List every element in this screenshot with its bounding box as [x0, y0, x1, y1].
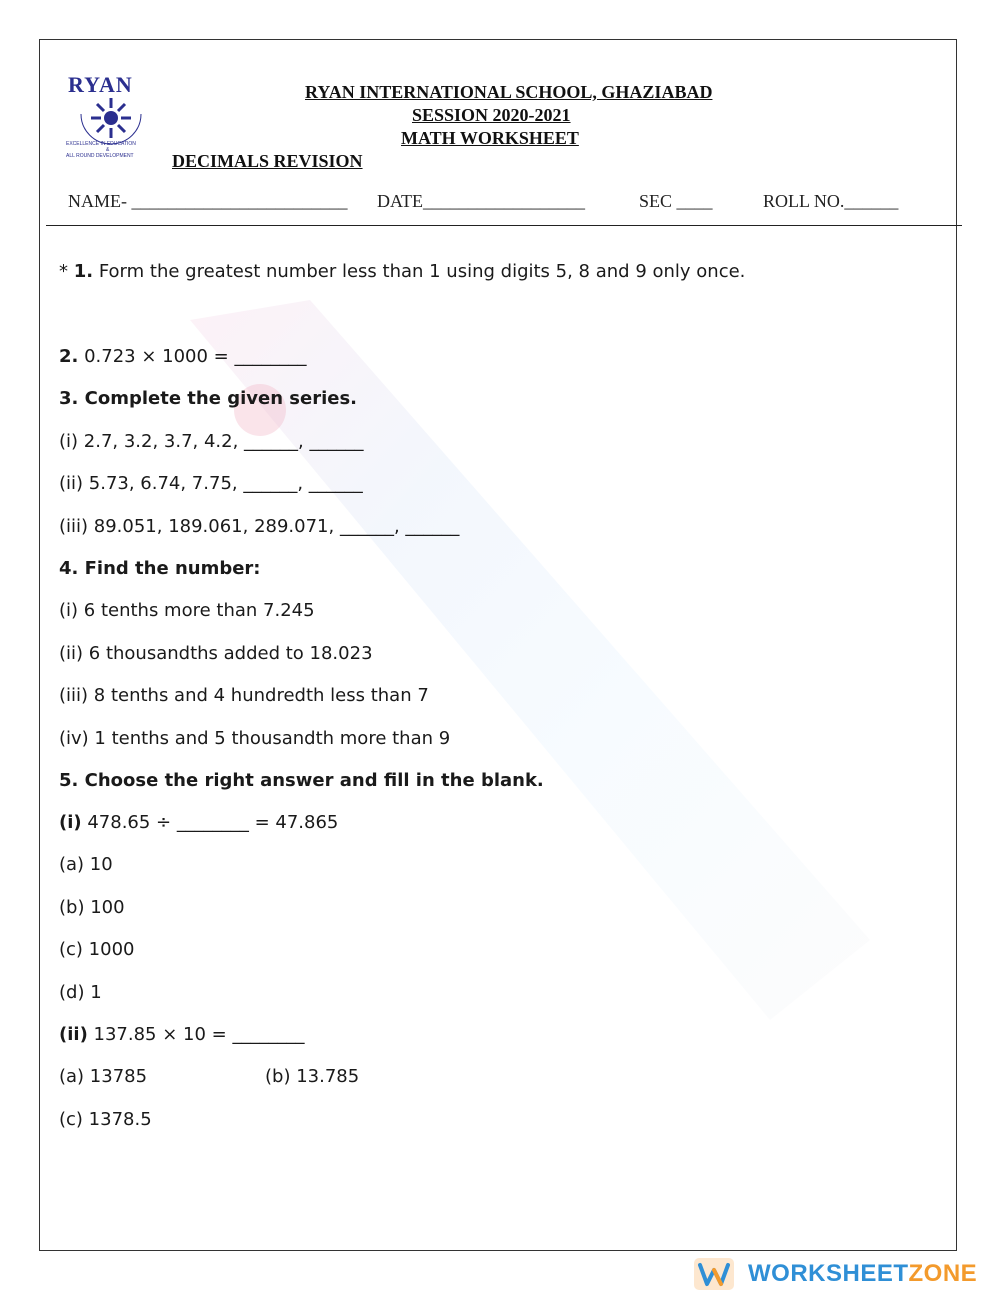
question-4-part-i: (i) 6 tenths more than 7.245 — [59, 600, 315, 621]
name-field[interactable]: NAME- ________________________ — [68, 191, 348, 211]
option-5i-c[interactable]: (c) 1000 — [59, 939, 135, 960]
question-5-part-i — [59, 812, 338, 833]
session-title: SESSION 2020-2021 — [412, 105, 571, 125]
date-field[interactable]: DATE__________________ — [377, 191, 585, 211]
question-3-part-ii: (ii) 5.73, 6.74, 7.75, ______, ______ — [59, 473, 363, 494]
worksheetzone-wordmark — [748, 1260, 977, 1288]
logo-tagline-3: ALL ROUND DEVELOPMENT — [66, 153, 134, 159]
question-3-part-i: (i) 2.7, 3.2, 3.7, 4.2, ______, ______ — [59, 431, 364, 452]
question-2 — [59, 346, 307, 367]
question-4-heading: 4. Find the number: — [59, 558, 261, 579]
question-4-part-iv: (iv) 1 tenths and 5 thousandth more than 9 — [59, 728, 451, 749]
school-logo — [64, 72, 162, 162]
option-5i-d[interactable]: (d) 1 — [59, 982, 102, 1003]
question-2-text: 0.723 × 1000 = ________ — [78, 346, 307, 367]
brand-part-2: ZONE — [908, 1260, 978, 1287]
logo-wordmark: RYAN — [68, 72, 133, 97]
question-4-part-iii: (iii) 8 tenths and 4 hundredth less than 7 — [59, 685, 429, 706]
question-5-heading: 5. Choose the right answer and fill in the blank. — [59, 770, 544, 791]
question-5-part-i-text: 478.65 ÷ ________ = 47.865 — [81, 812, 339, 833]
option-5ii-c[interactable]: (c) 1378.5 — [59, 1109, 152, 1130]
question-3-part-iii: (iii) 89.051, 189.061, 289.071, ______, ______ — [59, 516, 460, 537]
question-3-heading: 3. Complete the given series. — [59, 388, 358, 409]
school-name: RYAN INTERNATIONAL SCHOOL, GHAZIABAD — [305, 82, 713, 102]
question-5-part-ii-number: (ii) — [59, 1024, 88, 1045]
question-1-number: 1. — [73, 261, 94, 282]
question-1 — [59, 261, 745, 282]
logo-tagline-2: & — [106, 147, 110, 153]
question-5-part-ii-text: 137.85 × 10 = ________ — [87, 1024, 305, 1045]
brand-part-1: WORKSHEET — [748, 1260, 909, 1287]
option-5ii-a[interactable]: (a) 13785 — [59, 1066, 148, 1087]
worksheet-title: MATH WORKSHEET — [401, 128, 579, 148]
option-5i-b[interactable]: (b) 100 — [59, 897, 125, 918]
option-5i-a[interactable]: (a) 10 — [59, 854, 113, 875]
question-4-part-ii: (ii) 6 thousandths added to 18.023 — [59, 643, 373, 664]
question-1-text: Form the greatest number less than 1 using digits 5, 8 and 9 only once. — [93, 261, 746, 282]
section-field[interactable]: SEC ____ — [639, 191, 713, 211]
roll-number-field[interactable]: ROLL NO.______ — [763, 191, 899, 211]
question-5-part-i-number: (i) — [59, 812, 82, 833]
logo-emblem-icon — [64, 72, 162, 162]
logo-tagline-1: EXCELLENCE IN EDUCATION — [66, 141, 136, 147]
question-1-star: * — [59, 261, 74, 282]
question-2-number: 2. — [59, 346, 79, 367]
question-5-part-ii — [59, 1024, 304, 1045]
header-divider — [46, 225, 962, 226]
topic-title: DECIMALS REVISION — [172, 151, 363, 171]
worksheetzone-w-icon — [694, 1258, 734, 1290]
option-5ii-b[interactable]: (b) 13.785 — [265, 1066, 360, 1087]
